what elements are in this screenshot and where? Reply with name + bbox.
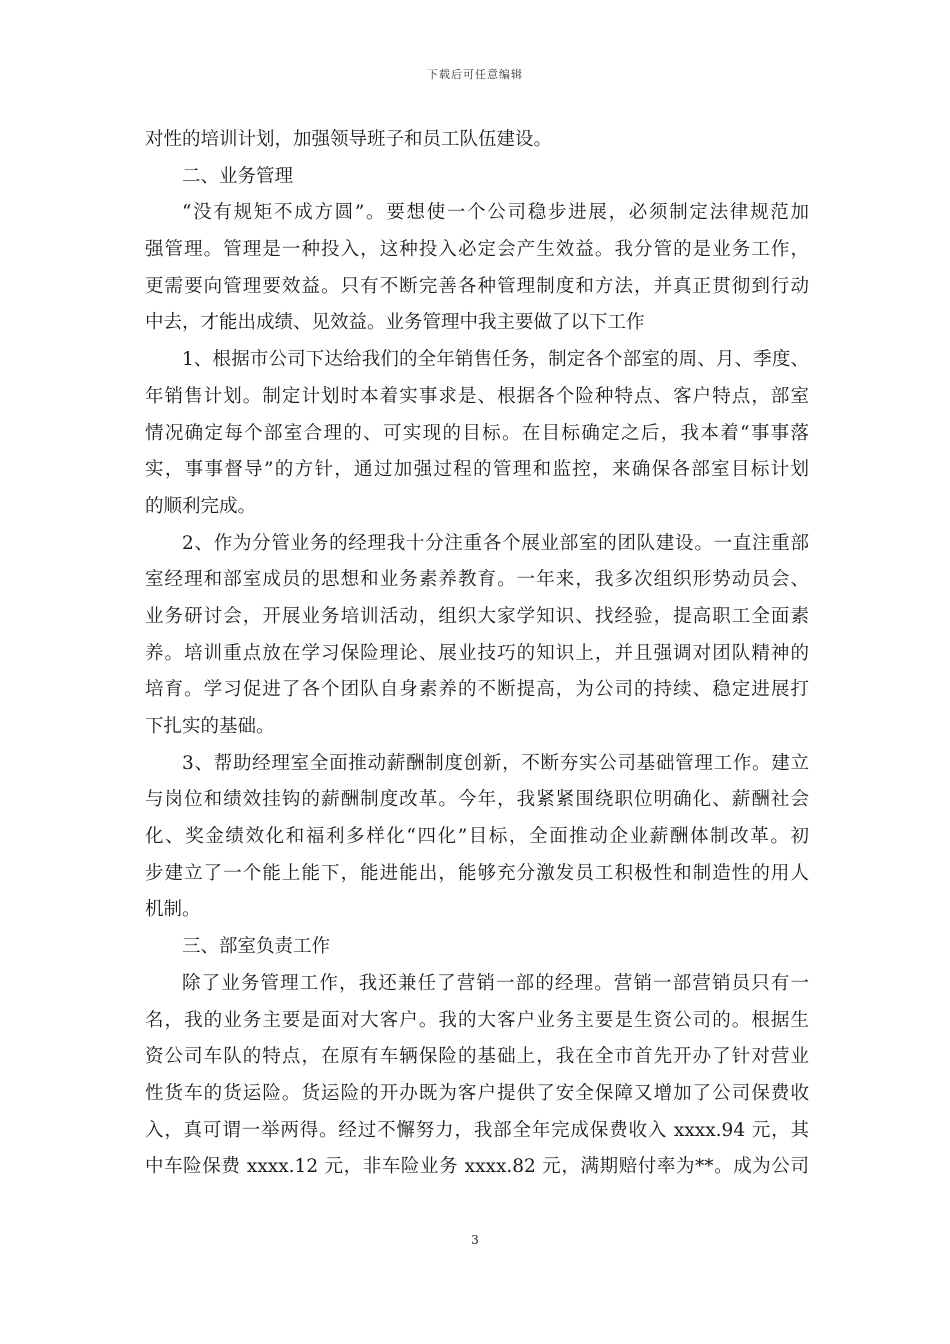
section-heading: 三、部室负责工作: [182, 936, 331, 958]
page-header: 下载后可任意编辑: [427, 68, 523, 81]
body-line: 室经理和部室成员的思想和业务素养教育。一年来，我多次组织形势动员会、: [145, 569, 809, 591]
body-line: 入，真可谓一举两得。经过不懈努力，我部全年完成保费收入 xxxx.94 元，其: [145, 1119, 809, 1141]
body-line: 更需要向管理要效益。只有不断完善各种管理制度和方法，并真正贯彻到行动: [145, 275, 809, 297]
body-line: 步建立了一个能上能下，能进能出，能够充分激发员工积极性和制造性的用人: [145, 862, 809, 884]
body-line: 2、作为分管业务的经理我十分注重各个展业部室的团队建设。一直注重部: [182, 532, 809, 554]
body-line: 化、奖金绩效化和福利多样化“四化”目标，全面推动企业薪酬体制改革。初: [145, 826, 809, 848]
body-line: 中去，才能出成绩、见效益。业务管理中我主要做了以下工作: [145, 312, 645, 334]
document-body: [145, 122, 809, 1186]
body-line: 强管理。管理是一种投入，这种投入必定会产生效益。我分管的是业务工作，: [145, 239, 809, 261]
body-line: 对性的培训计划，加强领导班子和员工队伍建设。: [145, 129, 553, 150]
body-line: 与岗位和绩效挂钩的薪酬制度改革。今年，我紧紧围绕职位明确化、薪酬社会: [145, 789, 809, 811]
body-line: 养。培训重点放在学习保险理论、展业技巧的知识上，并且强调对团队精神的: [145, 642, 809, 664]
body-line: 实，事事督导”的方针，通过加强过程的管理和监控，来确保各部室目标计划: [145, 459, 809, 481]
body-line: 的顺利完成。: [145, 495, 257, 517]
body-line: 年销售计划。制定计划时本着实事求是、根据各个险种特点、客户特点，部室: [145, 385, 809, 407]
body-line: 中车险保费 xxxx.12 元，非车险业务 xxxx.82 元，满期赔付率为**。成为公司: [145, 1156, 809, 1178]
body-line: 机制。: [145, 899, 201, 921]
body-line: 性货车的货运险。货运险的开办既为客户提供了安全保障又增加了公司保费收: [145, 1082, 809, 1104]
body-line: 业务研讨会，开展业务培训活动，组织大家学知识、找经验，提高职工全面素: [145, 605, 809, 627]
body-line: 3、帮助经理室全面推动薪酬制度创新，不断夯实公司基础管理工作。建立: [182, 752, 809, 774]
body-line: 1、根据市公司下达给我们的全年销售任务，制定各个部室的周、月、季度、: [182, 349, 809, 371]
body-line: 下扎实的基础。: [145, 716, 275, 737]
body-line: 培育。学习促进了各个团队自身素养的不断提高，为公司的持续、稳定进展打: [145, 679, 809, 701]
body-line: 名，我的业务主要是面对大客户。我的大客户业务主要是生资公司的。根据生: [145, 1009, 809, 1031]
body-line: 除了业务管理工作，我还兼任了营销一部的经理。营销一部营销员只有一: [182, 972, 809, 994]
body-line: 资公司车队的特点，在原有车辆保险的基础上，我在全市首先开办了针对营业: [145, 1046, 809, 1068]
page-number: 3: [471, 1233, 479, 1247]
body-line: “没有规矩不成方圆”。要想使一个公司稳步进展，必须制定法律规范加: [182, 202, 809, 224]
body-line: 情况确定每个部室合理的、可实现的目标。在目标确定之后，我本着“事事落: [145, 422, 809, 444]
section-heading: 二、业务管理: [182, 165, 294, 187]
